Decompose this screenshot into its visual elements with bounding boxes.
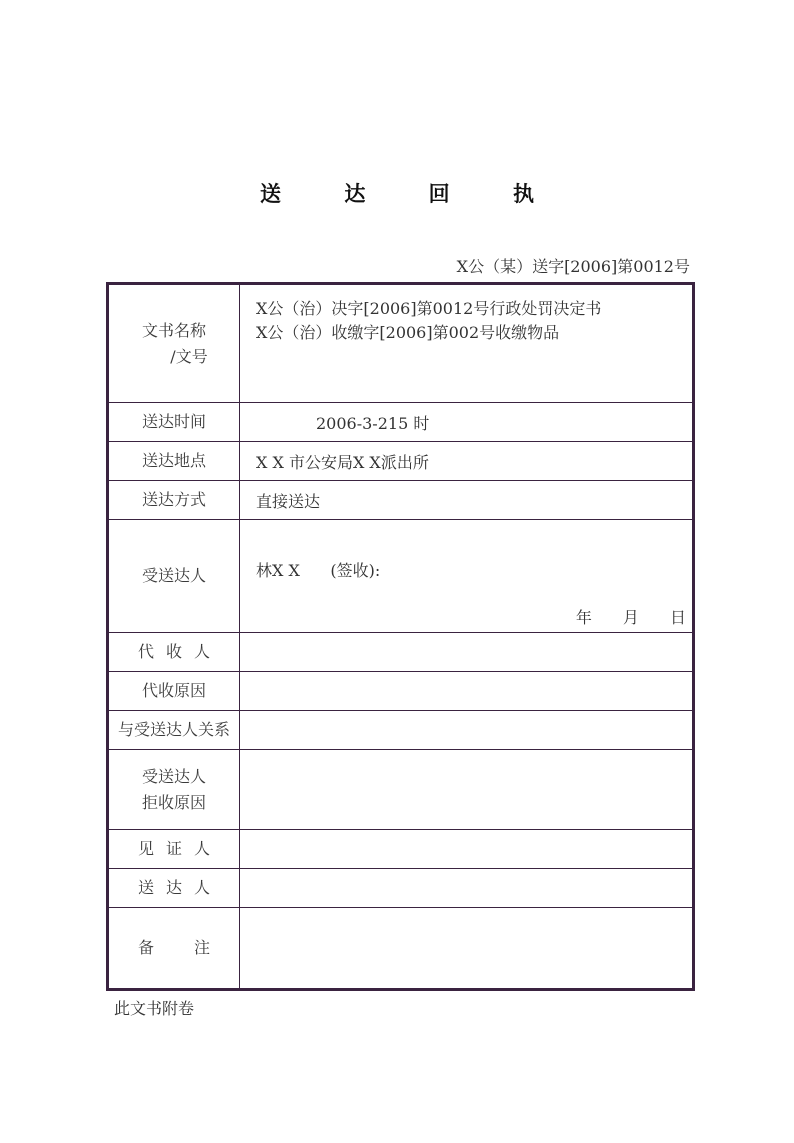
value-witness	[240, 830, 692, 868]
value-agent	[240, 633, 692, 671]
row-refusal-reason	[109, 750, 692, 830]
value-agent-reason	[240, 672, 692, 710]
value-remarks	[240, 908, 692, 988]
value-delivery-method: 直接送达	[256, 491, 321, 511]
label-delivery-method: 送达方式	[109, 481, 240, 519]
row-agent-reason	[109, 672, 692, 711]
page-title: 送 达 回 执	[260, 182, 562, 206]
row-relationship	[109, 711, 692, 750]
row-agent	[109, 633, 692, 672]
label-delivery-place: 送达地点	[109, 442, 240, 480]
document-number: X公（某）送字[2006]第0012号	[456, 257, 690, 276]
row-deliverer	[109, 869, 692, 908]
value-line: X公（治）决字[2006]第0012号行政处罚决定书	[256, 299, 602, 318]
row-document-name	[109, 285, 692, 403]
label-line: 文书名称	[141, 320, 206, 340]
row-witness	[109, 830, 692, 869]
row-delivery-method	[109, 481, 692, 520]
recipient-signature: 林X X (签收):	[256, 561, 381, 580]
value-recipient	[240, 520, 692, 632]
label-agent-reason: 代收原因	[109, 672, 240, 710]
value-deliverer	[240, 869, 692, 907]
label-witness: 见证人	[109, 830, 240, 868]
label-line: 拒收原因	[141, 792, 206, 812]
value-delivery-place: X X 市公安局X X派出所	[256, 452, 429, 472]
value-line: X公（治）收缴字[2006]第002号收缴物品	[256, 323, 560, 342]
label-line: 受送达人	[141, 766, 206, 786]
value-delivery-time: 2006-3-215 时	[316, 413, 430, 433]
row-delivery-time	[109, 403, 692, 442]
label-document-name	[109, 285, 240, 402]
row-delivery-place	[109, 442, 692, 481]
row-remarks	[109, 908, 692, 988]
receipt-table	[106, 282, 695, 991]
label-line: /文号	[170, 346, 208, 366]
label-recipient: 受送达人	[109, 520, 240, 632]
footer-note: 此文书附卷	[114, 999, 195, 1018]
date-placeholder: 年 月 日	[575, 608, 686, 627]
label-agent: 代收人	[109, 633, 240, 671]
value-document-name	[240, 285, 692, 402]
value-relationship	[240, 711, 692, 749]
label-deliverer: 送达人	[109, 869, 240, 907]
label-remarks: 备注	[109, 908, 240, 988]
value-refusal-reason	[240, 750, 692, 829]
label-refusal-reason	[109, 750, 240, 829]
label-relationship: 与受送达人关系	[109, 711, 240, 749]
row-recipient	[109, 520, 692, 633]
label-delivery-time: 送达时间	[109, 403, 240, 441]
